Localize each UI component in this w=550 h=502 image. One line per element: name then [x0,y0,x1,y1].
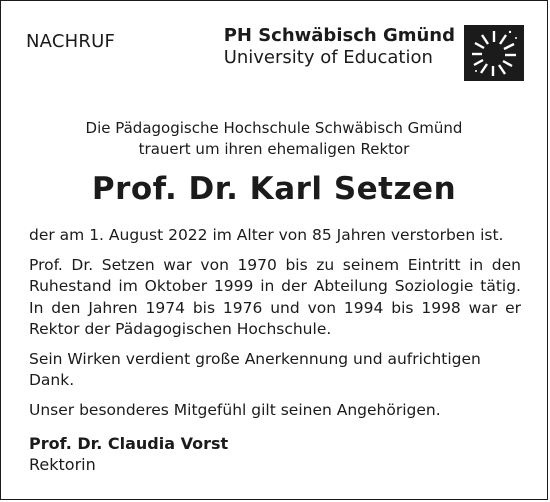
notice-type-label: NACHRUF [26,31,116,52]
deceased-name: Prof. Dr. Karl Setzen [91,171,457,207]
intro-text [1,118,547,160]
sunburst-logo-icon [464,25,524,81]
logo-text [224,25,455,69]
logo-line-2: University of Education [223,47,433,68]
body-paragraph-3: Sein Wirken verdient große Anerkennung und aufrichtigen Dank. [29,349,481,389]
obituary-body [29,225,521,429]
signature-block [29,433,228,475]
body-paragraph-4: Unser besonderes Mitgefühl gilt seinen Angehörigen. [29,400,441,419]
logo-line-1: PH Schwäbisch Gmünd [223,25,455,46]
intro-line-1: Die Pädagogische Hochschule Schwäbisch Gmünd [85,119,463,137]
signatory-title: Rektorin [29,455,96,474]
body-paragraph-2: Prof. Dr. Setzen war von 1970 bis zu seinem Eintritt in den Ruhestand im Oktober 1999 in der Abteilung Soziologie tätig. In den Jahren 1974 bis 1976 und von 1994 bis 1998 war er Rektor der Pädagogischen Hochschule. [29,255,521,338]
university-logo [224,25,524,81]
body-paragraph-1: der am 1. August 2022 im Alter von 85 Jahren verstorben ist. [29,226,504,244]
intro-line-2: trauert um ihren ehemaligen Rektor [138,140,410,158]
signatory-name: Prof. Dr. Claudia Vorst [29,434,229,453]
